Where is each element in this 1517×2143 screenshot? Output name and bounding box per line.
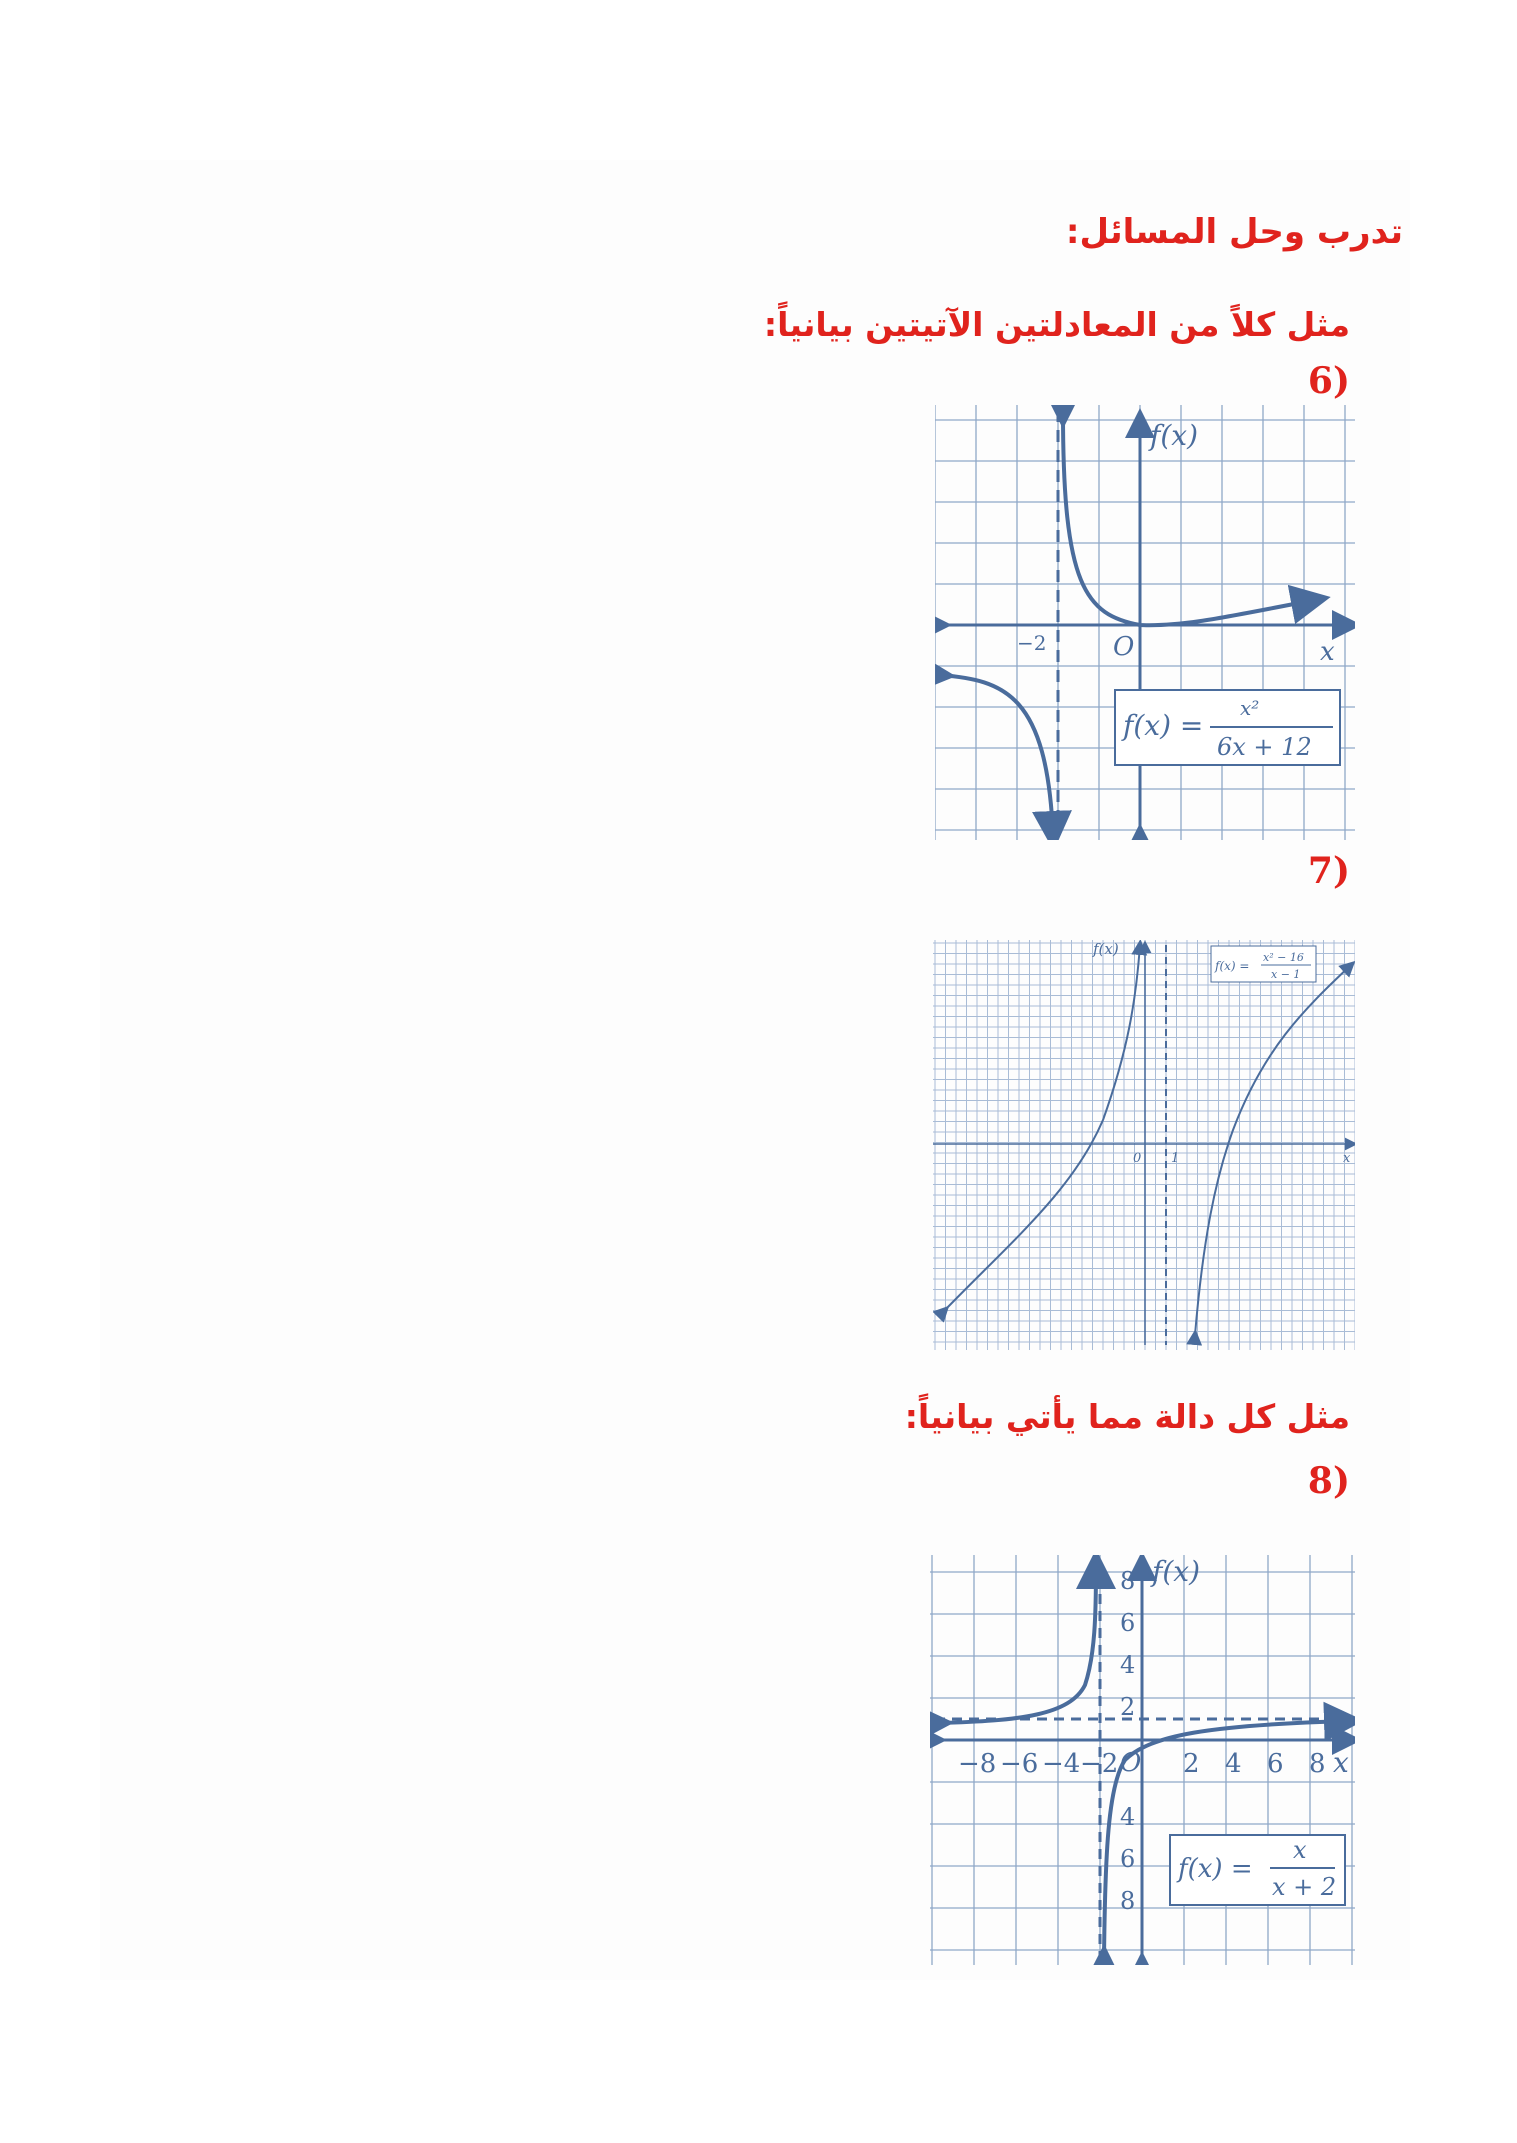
curve-left-branch	[938, 1565, 1096, 1723]
x-axis-label: x	[1333, 1746, 1349, 1779]
y-tick-label: 2	[1120, 1693, 1136, 1721]
equation-numerator: x²	[1240, 696, 1260, 720]
y-axis-label: f(x)	[1093, 940, 1119, 958]
x-axis-label: x	[1320, 637, 1335, 667]
x-axis-label: x	[1343, 1151, 1351, 1166]
graph-problem-6	[935, 405, 1355, 840]
y-tick-label: 6	[1120, 1845, 1136, 1873]
equation-numerator: x	[1293, 1836, 1307, 1864]
x-tick-label: −8	[958, 1749, 997, 1779]
graph-problem-7	[933, 940, 1355, 1350]
section-title: تدرب وحل المسائل:	[1065, 212, 1403, 252]
y-tick-label: 6	[1120, 1609, 1136, 1637]
y-tick-label: 8	[1120, 1567, 1136, 1595]
y-tick-label: 4	[1120, 1651, 1136, 1679]
problem-6-number: 6)	[1307, 360, 1350, 402]
x-tick-label: 4	[1225, 1749, 1242, 1779]
x-tick-label: −2	[1080, 1749, 1119, 1779]
problem-8-number: 8)	[1307, 1460, 1350, 1502]
x-tick-label: 2	[1183, 1749, 1200, 1779]
curve-left-branch	[940, 675, 1053, 835]
x-tick-label: 8	[1309, 1749, 1326, 1779]
equation-denominator: x − 1	[1271, 968, 1301, 981]
x-tick-label: −6	[1000, 1749, 1039, 1779]
equation-lhs: f(x) =	[1215, 959, 1250, 973]
x-tick-label: 6	[1267, 1749, 1284, 1779]
equation-denominator: x + 2	[1272, 1873, 1337, 1901]
grid	[933, 940, 1355, 1350]
y-axis-label: f(x)	[1150, 419, 1199, 452]
curve-left-branch	[945, 945, 1140, 1310]
y-tick-label: 8	[1120, 1887, 1136, 1915]
origin-label: 0	[1133, 1151, 1142, 1166]
instruction-2: مثل كل دالة مما يأتي بيانياً:	[904, 1397, 1350, 1436]
graph-problem-8	[930, 1555, 1355, 1965]
instruction-1: مثل كلاً من المعادلتين الآتيتين بيانياً:	[763, 305, 1350, 344]
y-tick-label: 4	[1120, 1803, 1136, 1831]
x-tick-label: −4	[1042, 1749, 1081, 1779]
problem-7-number: 7)	[1307, 850, 1350, 892]
origin-label: O	[1120, 1748, 1142, 1778]
y-axis-label: f(x)	[1152, 1555, 1201, 1588]
asymptote-label: −2	[1017, 631, 1047, 655]
equation-denominator: 6x + 12	[1217, 733, 1312, 761]
tick-label: 1	[1171, 1151, 1180, 1166]
equation-lhs: f(x) =	[1178, 1854, 1253, 1884]
origin-label: O	[1113, 632, 1135, 662]
equation-numerator: x² − 16	[1263, 951, 1304, 964]
equation-lhs: f(x) =	[1123, 709, 1204, 742]
grid	[935, 405, 1355, 840]
